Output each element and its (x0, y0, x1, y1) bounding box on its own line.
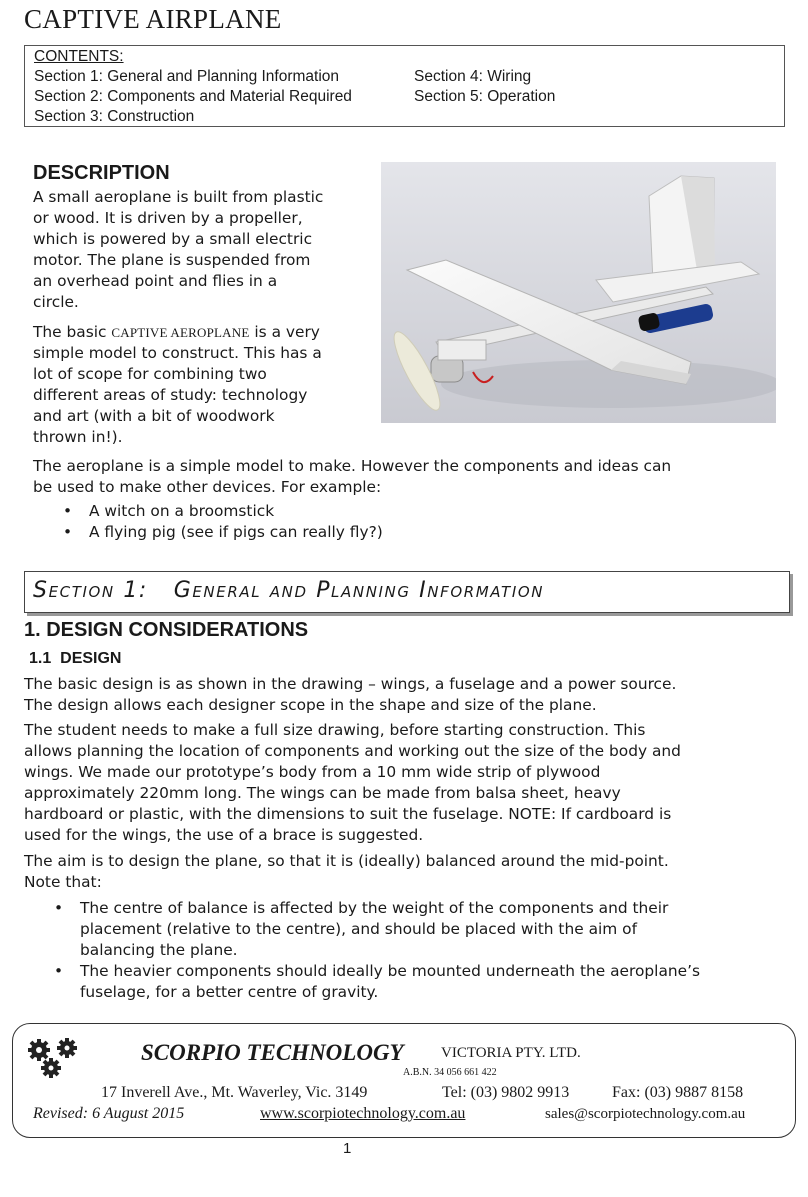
text-line: approximately 220mm long. The wings can be made from balsa sheet, heavy (24, 784, 621, 802)
contents-box (24, 45, 785, 127)
text-line: motor. The plane is suspended from (33, 251, 311, 269)
bullet-icon: • (63, 502, 73, 520)
description-paragraph-3 (33, 456, 671, 498)
text-line: simple model to construct. This has a (33, 344, 322, 362)
design-paragraph-2 (24, 720, 681, 846)
text-line: which is powered by a small electric (33, 230, 313, 248)
text-line: Note that: (24, 873, 102, 891)
examples-list (63, 501, 383, 543)
abn-number: A.B.N. 34 056 661 422 (403, 1067, 497, 1078)
text-line: The student needs to make a full size drawing, before starting construction. This (24, 721, 646, 739)
text-line: The centre of balance is affected by the weight of the components and their (80, 899, 669, 917)
text-line: different areas of study: technology (33, 386, 308, 404)
text-line: placement (relative to the centre), and should be placed with the aim of (80, 920, 638, 938)
bullet-icon: • (54, 899, 64, 917)
contents-item: Section 4: Wiring (414, 68, 532, 85)
text-line (33, 322, 322, 343)
product-name: CAPTIVE AEROPLANE (111, 325, 250, 340)
list-item (63, 522, 383, 543)
company-address: 17 Inverell Ave., Mt. Waverley, Vic. 3149 (101, 1084, 368, 1101)
section-1-title: Section 1: General and Planning Information (33, 578, 545, 603)
list-item (54, 898, 700, 961)
bullet-icon: • (63, 523, 73, 541)
company-footer (12, 1023, 796, 1138)
text-line: The design allows each designer scope in the shape and size of the plane. (24, 696, 597, 714)
company-name: SCORPIO TECHNOLOGY (141, 1040, 404, 1065)
text-line: be used to make other devices. For example: (33, 478, 382, 496)
bullet-icon: • (54, 962, 64, 980)
model-airplane-photo (381, 162, 776, 423)
text-line: lot of scope for combining two (33, 365, 267, 383)
text-line: The aeroplane is a simple model to make. However the components and ideas can (33, 457, 672, 475)
list-item (63, 501, 383, 522)
design-paragraph-1 (24, 674, 676, 716)
text-line: allows planning the location of components and working out the size of the body and (24, 742, 681, 760)
list-item-text: A flying pig (see if pigs can really fly?) (89, 523, 383, 541)
text-span: is a very (249, 323, 320, 341)
contents-item: Section 2: Components and Material Required (34, 88, 352, 105)
text-line: balancing the plane. (80, 941, 238, 959)
page-number: 1 (343, 1140, 352, 1157)
contents-item: Section 1: General and Planning Information (34, 68, 340, 85)
design-subheading: 1.1 DESIGN (29, 650, 122, 667)
balance-notes-list (54, 898, 701, 1003)
design-considerations-heading: 1. DESIGN CONSIDERATIONS (24, 619, 309, 641)
contents-heading: CONTENTS: (34, 48, 124, 65)
text-line: The heavier components should ideally be mounted underneath the aeroplane’s (80, 962, 701, 980)
text-line: hardboard or plastic, with the dimensions to suit the fuselage. NOTE: If cardboard is (24, 805, 672, 823)
text-line: an overhead point and flies in a (33, 272, 278, 290)
text-line: The basic design is as shown in the drawing – wings, a fuselage and a power source. (24, 675, 677, 693)
company-phone: Tel: (03) 9802 9913 (442, 1084, 570, 1101)
contents-item: Section 5: Operation (414, 88, 556, 105)
text-span: The basic (33, 323, 112, 341)
text-line: fuselage, for a better centre of gravity. (80, 983, 379, 1001)
design-paragraph-3 (24, 851, 669, 893)
text-line: wings. We made our prototype’s body from a 10 mm wide strip of plywood (24, 763, 601, 781)
text-line: The aim is to design the plane, so that it is (ideally) balanced around the mid-point. (24, 852, 669, 870)
company-fax: Fax: (03) 9887 8158 (612, 1084, 744, 1101)
text-line: A small aeroplane is built from plastic (33, 188, 324, 206)
gears-logo-icon (25, 1036, 85, 1080)
text-line: thrown in!). (33, 428, 123, 446)
section-1-banner (24, 571, 790, 613)
text-line: or wood. It is driven by a propeller, (33, 209, 303, 227)
contents-item: Section 3: Construction (34, 108, 195, 125)
description-heading: DESCRIPTION (33, 162, 170, 184)
company-suffix: VICTORIA PTY. LTD. (441, 1045, 581, 1061)
description-paragraph-1 (33, 187, 323, 313)
text-line: used for the wings, the use of a brace is suggested. (24, 826, 424, 844)
description-paragraph-2 (33, 322, 322, 448)
text-line: circle. (33, 293, 79, 311)
list-item-text: A witch on a broomstick (89, 502, 275, 520)
document-title: CAPTIVE AIRPLANE (24, 4, 282, 34)
revision-date: Revised: 6 August 2015 (33, 1105, 185, 1122)
email-address[interactable]: sales@scorpiotechnology.com.au (545, 1106, 746, 1122)
list-item (54, 961, 701, 1003)
website-link[interactable]: www.scorpiotechnology.com.au (260, 1105, 466, 1122)
text-line: and art (with a bit of woodwork (33, 407, 275, 425)
